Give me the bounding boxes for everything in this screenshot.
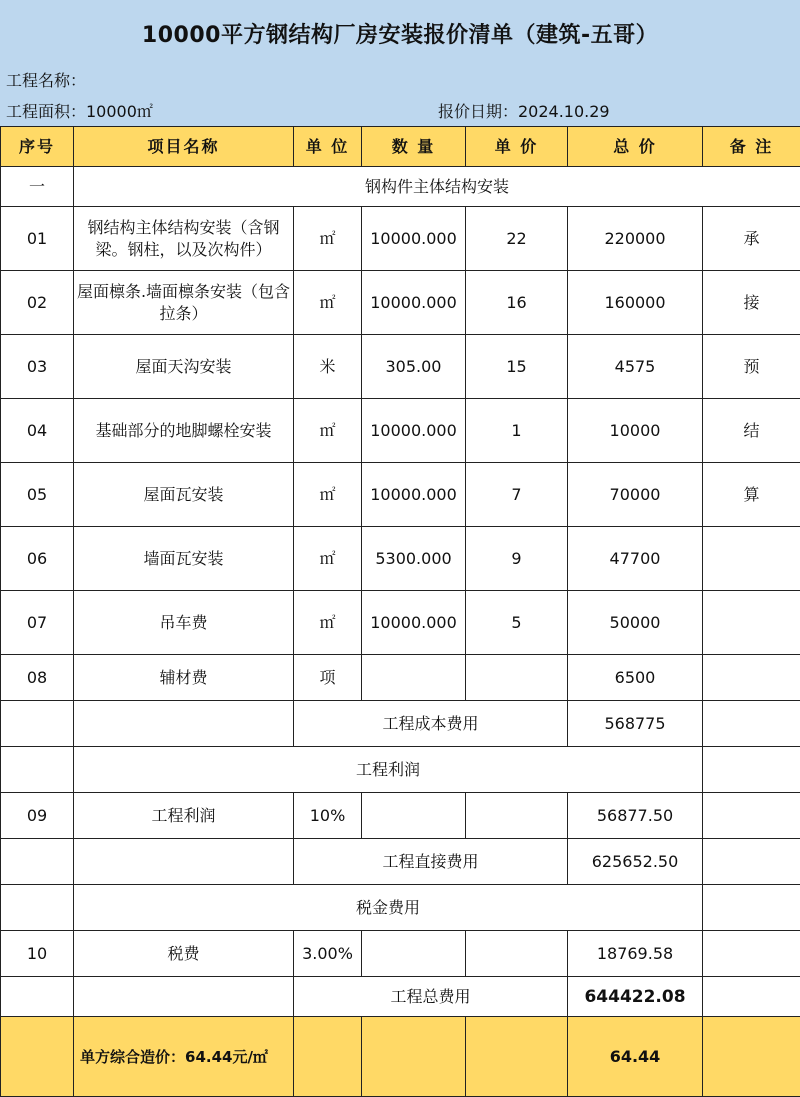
item-remark xyxy=(703,527,800,591)
grand-total-label: 工程总费用 xyxy=(294,977,568,1017)
item-seq: 08 xyxy=(1,655,74,701)
direct-subtotal-label: 工程直接费用 xyxy=(294,839,568,885)
profit-section-row xyxy=(1,747,800,793)
direct-subtotal-row xyxy=(1,839,800,885)
item-total: 47700 xyxy=(568,527,703,591)
item-price: 22 xyxy=(466,207,568,271)
table-row xyxy=(1,399,800,463)
unit-cost-label: 单方综合造价：64.44元/㎡ xyxy=(74,1017,294,1097)
item-qty: 10000.000 xyxy=(362,463,466,527)
tax-rate: 3.00% xyxy=(294,931,362,977)
item-qty: 10000.000 xyxy=(362,399,466,463)
quote-date-label: 报价日期：2024.10.29 xyxy=(438,99,610,122)
item-unit: ㎡ xyxy=(294,591,362,655)
item-qty: 5300.000 xyxy=(362,527,466,591)
item-name: 辅材费 xyxy=(74,655,294,701)
section-label: 钢构件主体结构安装 xyxy=(74,167,800,207)
tax-section-label: 税金费用 xyxy=(74,885,703,931)
item-unit: ㎡ xyxy=(294,463,362,527)
table-row xyxy=(1,207,800,271)
profit-section-label: 工程利润 xyxy=(74,747,703,793)
section-seq: 一 xyxy=(1,167,74,207)
item-seq: 05 xyxy=(1,463,74,527)
item-seq: 02 xyxy=(1,271,74,335)
item-unit: ㎡ xyxy=(294,271,362,335)
project-area-label: 工程面积：10000㎡ xyxy=(6,99,153,122)
footer-row xyxy=(1,1017,800,1097)
section-row xyxy=(1,167,800,207)
item-seq: 06 xyxy=(1,527,74,591)
item-unit: 项 xyxy=(294,655,362,701)
item-remark: 结 xyxy=(703,399,800,463)
tax-name: 税费 xyxy=(74,931,294,977)
item-seq: 04 xyxy=(1,399,74,463)
header-qty: 数 量 xyxy=(362,127,466,167)
profit-total: 56877.50 xyxy=(568,793,703,839)
item-name: 屋面檩条.墙面檩条安装（包含拉条） xyxy=(74,271,294,335)
item-name: 墙面瓦安装 xyxy=(74,527,294,591)
unit-cost-value: 64.44 xyxy=(568,1017,703,1097)
profit-row xyxy=(1,793,800,839)
header-remark: 备 注 xyxy=(703,127,800,167)
grand-total-value: 644422.08 xyxy=(568,977,703,1017)
item-name: 屋面瓦安装 xyxy=(74,463,294,527)
table-row xyxy=(1,527,800,591)
item-unit: ㎡ xyxy=(294,207,362,271)
profit-rate: 10% xyxy=(294,793,362,839)
header-total: 总 价 xyxy=(568,127,703,167)
item-name: 吊车费 xyxy=(74,591,294,655)
header-price: 单 价 xyxy=(466,127,568,167)
item-price: 16 xyxy=(466,271,568,335)
table-row xyxy=(1,463,800,527)
item-qty: 305.00 xyxy=(362,335,466,399)
item-qty: 10000.000 xyxy=(362,271,466,335)
item-price: 9 xyxy=(466,527,568,591)
item-total: 160000 xyxy=(568,271,703,335)
item-unit: 米 xyxy=(294,335,362,399)
item-remark xyxy=(703,591,800,655)
item-total: 4575 xyxy=(568,335,703,399)
item-remark: 算 xyxy=(703,463,800,527)
item-total: 10000 xyxy=(568,399,703,463)
tax-total: 18769.58 xyxy=(568,931,703,977)
item-total: 70000 xyxy=(568,463,703,527)
item-remark: 接 xyxy=(703,271,800,335)
header-unit: 单 位 xyxy=(294,127,362,167)
quote-table xyxy=(0,126,800,1097)
item-total: 50000 xyxy=(568,591,703,655)
item-remark: 承 xyxy=(703,207,800,271)
item-price: 15 xyxy=(466,335,568,399)
table-header-row xyxy=(1,127,800,167)
project-name-label: 工程名称： xyxy=(6,68,86,91)
tax-row xyxy=(1,931,800,977)
table-row xyxy=(1,591,800,655)
item-price: 1 xyxy=(466,399,568,463)
item-name: 钢结构主体结构安装（含钢梁。钢柱，以及次构件） xyxy=(74,207,294,271)
table-row xyxy=(1,271,800,335)
item-remark: 预 xyxy=(703,335,800,399)
header-seq: 序号 xyxy=(1,127,74,167)
item-price: 5 xyxy=(466,591,568,655)
item-unit: ㎡ xyxy=(294,399,362,463)
item-seq: 07 xyxy=(1,591,74,655)
item-qty: 10000.000 xyxy=(362,591,466,655)
header-name: 项目名称 xyxy=(74,127,294,167)
item-name: 屋面天沟安装 xyxy=(74,335,294,399)
page-title: 10000平方钢结构厂房安装报价清单（建筑-五哥） xyxy=(0,18,800,49)
profit-name: 工程利润 xyxy=(74,793,294,839)
item-remark xyxy=(703,655,800,701)
item-total: 6500 xyxy=(568,655,703,701)
cost-subtotal-value: 568775 xyxy=(568,701,703,747)
grand-total-row xyxy=(1,977,800,1017)
tax-section-row xyxy=(1,885,800,931)
table-row xyxy=(1,655,800,701)
item-total: 220000 xyxy=(568,207,703,271)
item-seq: 03 xyxy=(1,335,74,399)
tax-seq: 10 xyxy=(1,931,74,977)
item-qty xyxy=(362,655,466,701)
item-name: 基础部分的地脚螺栓安装 xyxy=(74,399,294,463)
cost-subtotal-label: 工程成本费用 xyxy=(294,701,568,747)
table-row xyxy=(1,335,800,399)
direct-subtotal-value: 625652.50 xyxy=(568,839,703,885)
item-qty: 10000.000 xyxy=(362,207,466,271)
profit-seq: 09 xyxy=(1,793,74,839)
item-price xyxy=(466,655,568,701)
item-price: 7 xyxy=(466,463,568,527)
item-seq: 01 xyxy=(1,207,74,271)
cost-subtotal-row xyxy=(1,701,800,747)
item-unit: ㎡ xyxy=(294,527,362,591)
